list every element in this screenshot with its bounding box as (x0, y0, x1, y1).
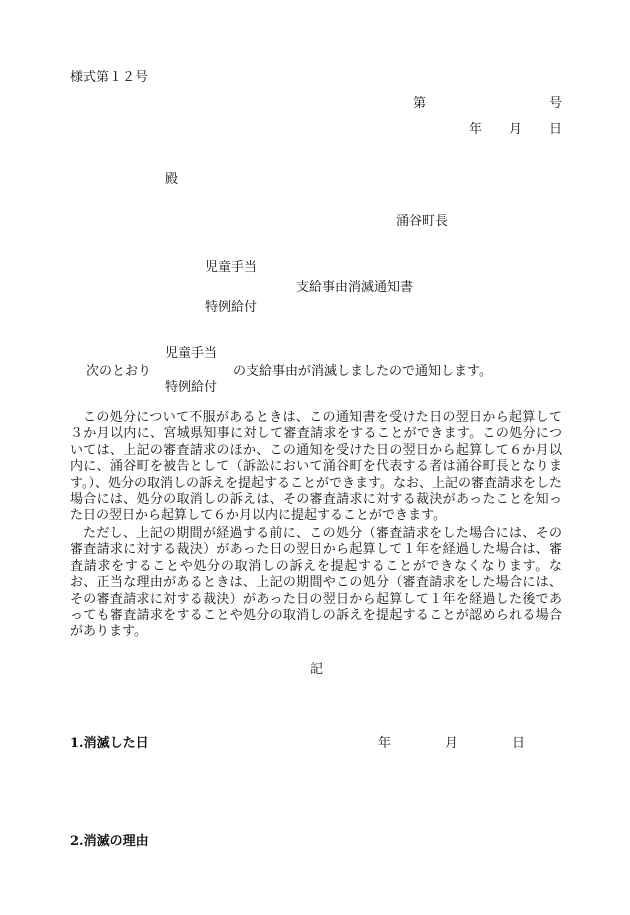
item1-day: 日 (512, 736, 526, 751)
ki-heading: 記 (310, 662, 324, 677)
item1-month: 月 (445, 736, 459, 751)
recipient-suffix: 殿 (165, 172, 179, 187)
page-title: 支給事由消滅通知書 (296, 280, 414, 295)
item2-label: 2.消滅の理由 (70, 834, 149, 849)
date-day: 日 (549, 122, 563, 137)
date-month: 月 (509, 122, 523, 137)
appeal-paragraph-1: この処分について不服があるときは、この通知書を受けた日の翌日から起算して３か月以内に、宮城県知事に対して審査請求をすることができます。この処分については、上記の審査請求のほか、この通知を受けた日の翌日から起算して６か月以内に、涌谷町を被告として（訴訟において涌谷町を代表する者は涌谷町長となります。）、処分の取消しの訴えを提起することができます。なお、上記の審査請求をした場合には、処分の取消しの訴えは、その審査請求に対する裁決があったことを知った日の翌日から起算して６か月以内に提起することができます。 (70, 410, 562, 524)
title-option-2: 特例給付 (205, 300, 258, 315)
item1-label: 1.消滅した日 (70, 736, 149, 751)
form-number: 様式第１２号 (70, 70, 149, 85)
notice-lead: 次のとおり (86, 364, 152, 379)
notice-option-2: 特例給付 (165, 380, 218, 395)
item1-year: 年 (378, 736, 392, 751)
doc-number-prefix: 第 (413, 96, 427, 111)
title-option-1: 児童手当 (205, 260, 258, 275)
date-year: 年 (469, 122, 483, 137)
appeal-paragraph-2: ただし、上記の期間が経過する前に、この処分（審査請求をした場合には、その審査請求に対する裁決）があった日の翌日から起算して１年を経過した場合は、審査請求をすることや処分の取消しの訴えを提起することができなくなります。なお、正当な理由があるときは、上記の期間やこの処分（審査請求をした場合には、その審査請求に対する裁決）があった日の翌日から起算して１年を経過した後であっても審査請求をすることや処分の取消しの訴えを提起することが認められる場合があります。 (70, 526, 562, 640)
notice-option-1: 児童手当 (165, 346, 218, 361)
doc-number-suffix: 号 (549, 96, 563, 111)
issuer: 涌谷町長 (396, 214, 449, 229)
notice-tail: の支給事由が消滅しましたので通知します。 (233, 364, 492, 379)
